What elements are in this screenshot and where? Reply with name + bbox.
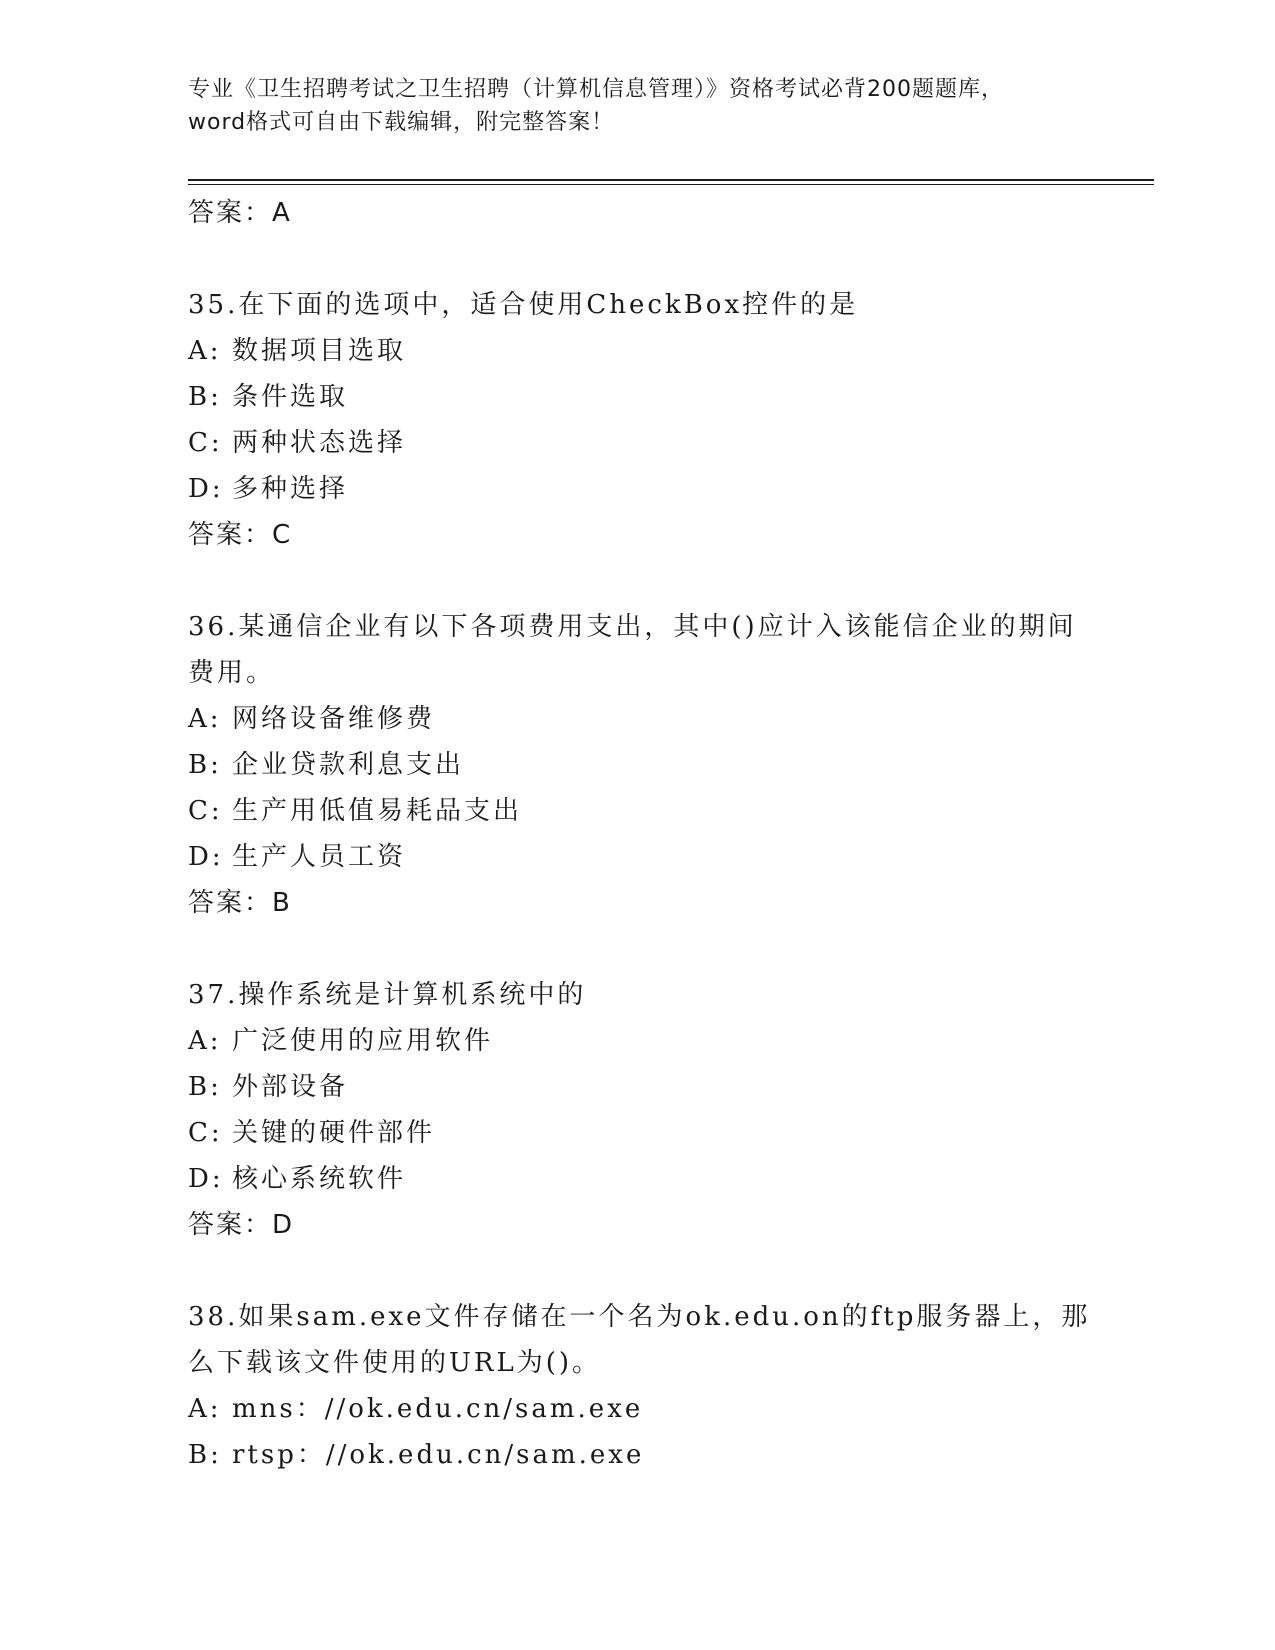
option-b xyxy=(188,1064,1088,1110)
answer: 答案：B xyxy=(188,888,292,918)
option-letter: C: xyxy=(188,1118,223,1148)
option-text: 条件选取 xyxy=(232,382,349,412)
option-a xyxy=(188,696,1088,742)
option-letter: D: xyxy=(188,842,224,872)
option-text: 外部设备 xyxy=(232,1072,349,1102)
header-divider-thin xyxy=(188,184,1154,185)
option-text: 数据项目选取 xyxy=(232,336,407,366)
spacer xyxy=(188,1248,1088,1294)
question-38 xyxy=(188,1294,1091,1478)
option-text: 生产人员工资 xyxy=(232,842,407,872)
option-b xyxy=(188,374,1088,420)
question-stem-line-1: 38.如果sam.exe文件存储在一个名为ok.edu.on的ftp服务器上，那 xyxy=(188,1302,1091,1332)
spacer xyxy=(188,926,1088,972)
option-letter: B: xyxy=(188,750,222,780)
option-letter: A: xyxy=(188,704,222,734)
option-letter: C: xyxy=(188,796,223,826)
option-a xyxy=(188,1018,1088,1064)
option-letter: A: xyxy=(188,1026,222,1056)
question-stem: 37.操作系统是计算机系统中的 xyxy=(188,980,587,1010)
option-letter: A: xyxy=(188,1394,222,1424)
option-letter: C: xyxy=(188,428,223,458)
option-a xyxy=(188,1386,1088,1432)
option-text: rtsp：//ok.edu.cn/sam.exe xyxy=(232,1440,645,1470)
option-d xyxy=(188,466,1088,512)
option-letter: B: xyxy=(188,382,222,412)
header-title-line-1: 专业《卫生招聘考试之卫生招聘（计算机信息管理）》资格考试必背200题题库， xyxy=(188,77,1004,102)
spacer xyxy=(188,558,1088,604)
option-c xyxy=(188,788,1088,834)
document-header xyxy=(188,73,1088,139)
answer: 答案：D xyxy=(188,1210,295,1240)
question-stem-line-1: 36.某通信企业有以下各项费用支出，其中()应计入该能信企业的期间 xyxy=(188,612,1077,642)
option-text: 网络设备维修费 xyxy=(232,704,436,734)
question-stem: 35.在下面的选项中，适合使用CheckBox控件的是 xyxy=(188,290,859,320)
option-d xyxy=(188,834,1088,880)
option-a xyxy=(188,328,1088,374)
option-text: 关键的硬件部件 xyxy=(232,1118,436,1148)
question-stem-line-2: 么下载该文件使用的URL为()。 xyxy=(188,1348,602,1378)
question-37 xyxy=(188,972,1088,1248)
option-letter: D: xyxy=(188,1164,224,1194)
option-letter: B: xyxy=(188,1072,222,1102)
option-d xyxy=(188,1156,1088,1202)
question-list xyxy=(188,190,1091,1478)
option-letter: A: xyxy=(188,336,222,366)
question-stem-line-2: 费用。 xyxy=(188,658,276,688)
option-text: 两种状态选择 xyxy=(232,428,407,458)
previous-answer: 答案：A xyxy=(188,198,292,228)
header-divider-thick xyxy=(188,179,1154,181)
option-c xyxy=(188,1110,1088,1156)
option-c xyxy=(188,420,1088,466)
option-b xyxy=(188,1432,1088,1478)
option-text: 广泛使用的应用软件 xyxy=(232,1026,494,1056)
option-text: 核心系统软件 xyxy=(232,1164,407,1194)
answer: 答案：C xyxy=(188,520,293,550)
option-text: 企业贷款利息支出 xyxy=(232,750,465,780)
spacer xyxy=(188,236,1088,282)
option-b xyxy=(188,742,1088,788)
question-35 xyxy=(188,282,1088,558)
option-letter: B: xyxy=(188,1440,222,1470)
option-text: 生产用低值易耗品支出 xyxy=(232,796,523,826)
question-36 xyxy=(188,604,1088,926)
header-title-line-2: word格式可自由下载编辑，附完整答案！ xyxy=(188,110,615,135)
option-letter: D: xyxy=(188,474,224,504)
option-text: mns：//ok.edu.cn/sam.exe xyxy=(232,1394,644,1424)
option-text: 多种选择 xyxy=(232,474,349,504)
